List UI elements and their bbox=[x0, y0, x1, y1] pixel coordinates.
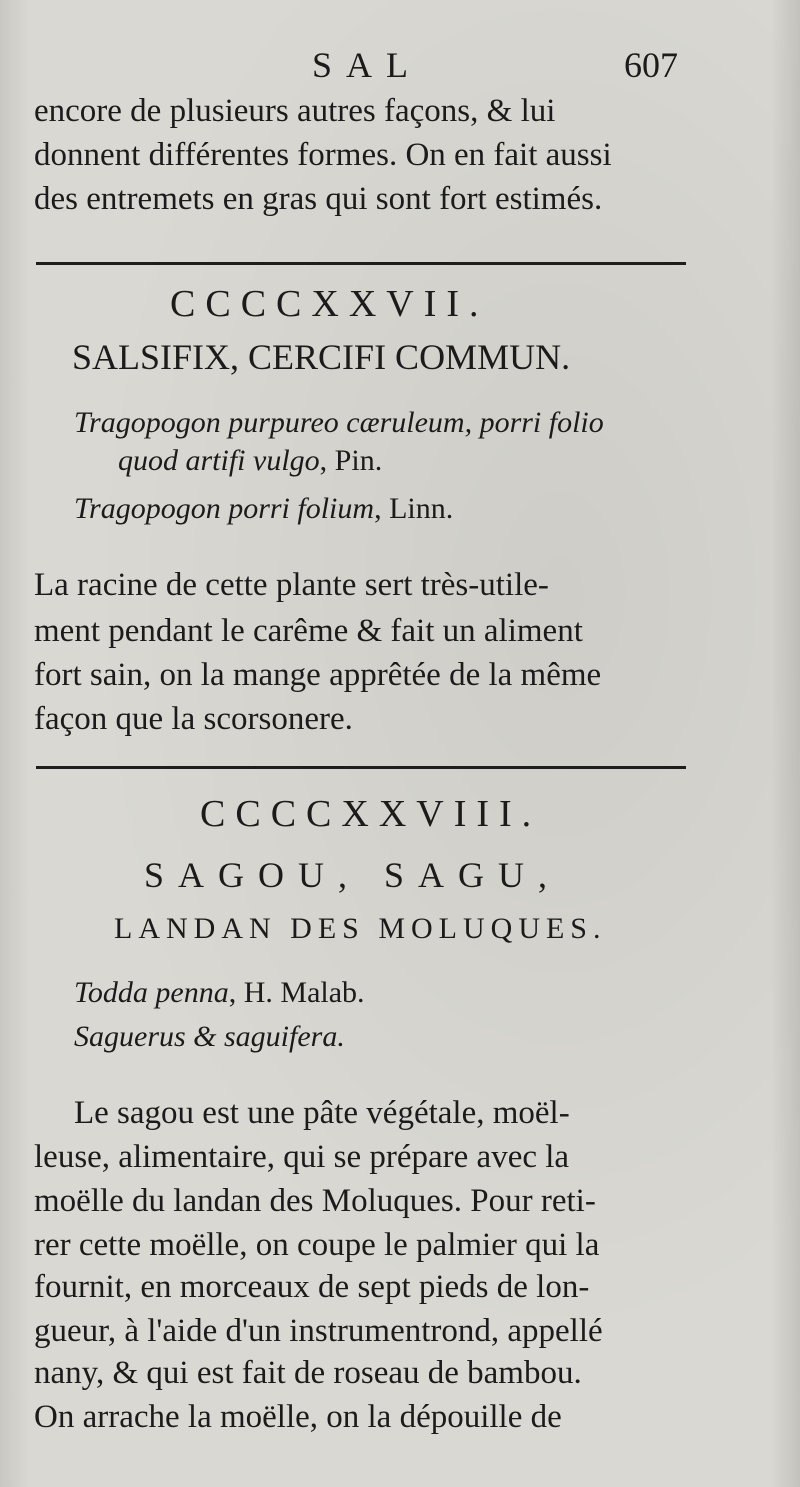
synonym-line bbox=[74, 490, 453, 528]
body-line: nany, & qui est fait de roseau de bambou. bbox=[34, 1355, 582, 1391]
synonym-author: , Pin. bbox=[319, 444, 383, 477]
body-line: leuse, alimentaire, qui se prépare avec la bbox=[34, 1139, 570, 1175]
entry-title: SALSIFIX, CERCIFI COMMUN. bbox=[72, 337, 571, 377]
entry-numeral: CCCCXXVII. bbox=[170, 283, 489, 325]
synonym-name: Todda penna bbox=[74, 976, 229, 1009]
synonym-line: Saguerus & saguifera. bbox=[74, 1020, 345, 1053]
synonym-author: , H. Malab. bbox=[228, 976, 365, 1009]
section-divider bbox=[36, 766, 686, 769]
section-divider bbox=[36, 262, 686, 265]
synonym-line bbox=[118, 442, 382, 480]
body-line: moëlle du landan des Moluques. Pour reti- bbox=[34, 1183, 596, 1219]
synonym-line bbox=[74, 974, 365, 1012]
body-line: ment pendant le carême & fait un aliment bbox=[34, 613, 583, 649]
page-number: 607 bbox=[624, 45, 678, 85]
entry-numeral: CCCCXXVIII. bbox=[200, 793, 542, 835]
body-line: On arrache la moëlle, on la dépouille de bbox=[34, 1399, 562, 1435]
body-line: façon que la scorsonere. bbox=[34, 701, 353, 737]
body-line: La racine de cette plante sert très-utile- bbox=[34, 567, 549, 603]
entry-title: SAGOU, SAGU, bbox=[144, 855, 562, 895]
entry-subtitle: LANDAN DES MOLUQUES. bbox=[114, 912, 607, 945]
synonym-line: Tragopogon purpureo cæruleum, porri folio bbox=[74, 406, 604, 439]
body-line: fournit, en morceaux de sept pieds de lon- bbox=[34, 1269, 590, 1305]
body-line: Le sagou est une pâte végétale, moël- bbox=[74, 1095, 570, 1131]
synonym-name: Tragopogon porri folium bbox=[74, 492, 375, 525]
intro-line: encore de plusieurs autres façons, & lui bbox=[34, 93, 556, 129]
synonym-author: , Linn. bbox=[374, 492, 454, 525]
synonym-name: quod artifi vulgo bbox=[118, 444, 320, 477]
intro-line: des entremets en gras qui sont fort estimés. bbox=[34, 181, 603, 217]
body-line: fort sain, on la mange apprêtée de la même bbox=[34, 657, 602, 693]
body-line: rer cette moëlle, on coupe le palmier qui la bbox=[34, 1227, 600, 1263]
intro-line: donnent différentes formes. On en fait aussi bbox=[34, 137, 612, 173]
body-line: gueur, à l'aide d'un instrumentrond, appellé bbox=[34, 1313, 603, 1349]
running-head: SAL bbox=[312, 45, 423, 85]
